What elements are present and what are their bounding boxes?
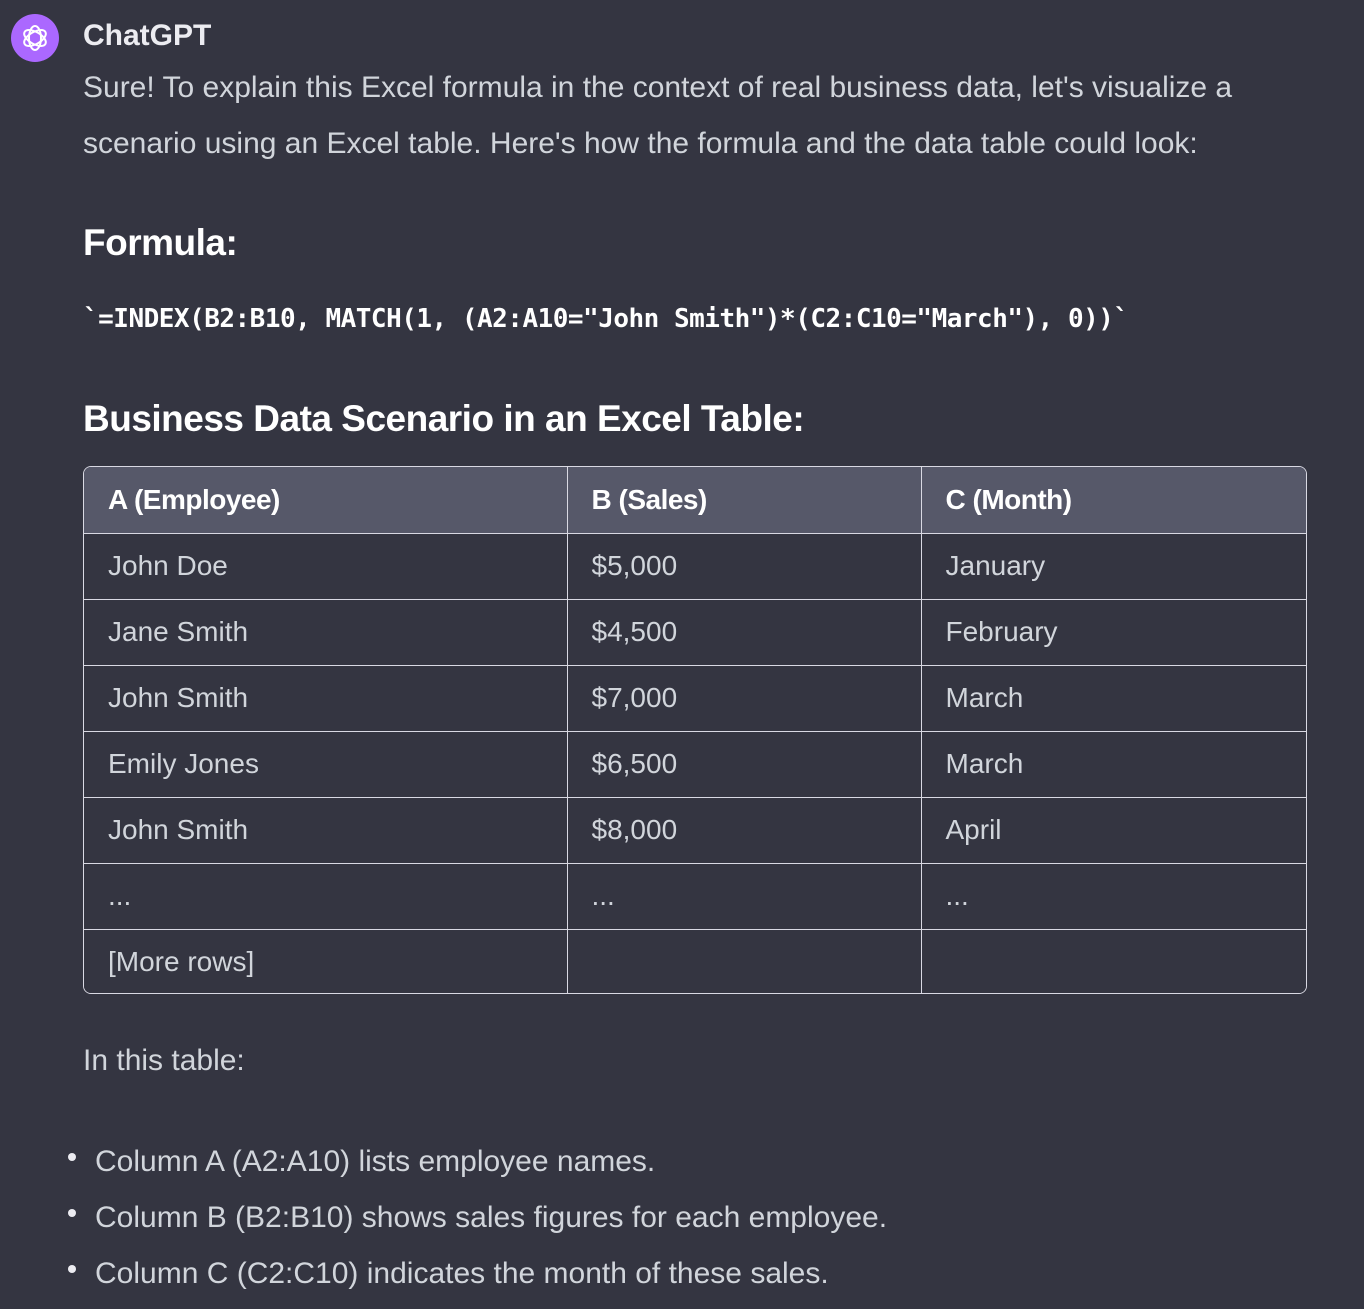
table-cell [567,929,921,994]
table-header-cell: B (Sales) [567,467,921,533]
openai-logo-icon [20,23,50,53]
table-cell: $6,500 [567,731,921,797]
table-row [84,731,1306,797]
formula-code: `=INDEX(B2:B10, MATCH(1, (A2:A10="John Smith")*(C2:C10="March"), 0))` [83,304,1129,334]
list-item [95,1246,887,1302]
table-cell: ... [921,863,1306,929]
table-row [84,665,1306,731]
table-cell: [More rows] [84,929,567,994]
after-table-paragraph: In this table: [83,1044,245,1077]
table-cell: $4,500 [567,599,921,665]
bullet-icon [68,1265,76,1273]
table-cell: ... [84,863,567,929]
table-cell: March [921,665,1306,731]
table-cell [921,929,1306,994]
table-cell: March [921,731,1306,797]
intro-paragraph: Sure! To explain this Excel formula in the context of real business data, let's visualize a scenario using an Excel table. Here's how the formula and the data table could look: [83,71,1233,160]
table-header-cell: A (Employee) [84,467,567,533]
scenario-heading: Business Data Scenario in an Excel Table: [83,398,805,439]
bullet-icon [68,1209,76,1217]
table-cell: Jane Smith [84,599,567,665]
table-cell: $7,000 [567,665,921,731]
table-row [84,533,1306,599]
table-row [84,929,1306,994]
formula-heading: Formula: [83,222,238,263]
table-cell: John Smith [84,797,567,863]
table-row [84,599,1306,665]
table-header-cell: C (Month) [921,467,1306,533]
table-cell: Emily Jones [84,731,567,797]
table-header-row [84,467,1306,533]
table-cell: John Smith [84,665,567,731]
table-cell: April [921,797,1306,863]
table-cell: February [921,599,1306,665]
list-item-text: Column B (B2:B10) shows sales figures for each employee. [95,1201,888,1234]
table-cell: John Doe [84,533,567,599]
bullet-list [95,1134,887,1302]
list-item-text: Column C (C2:C10) indicates the month of these sales. [95,1257,829,1290]
list-item-text: Column A (A2:A10) lists employee names. [95,1145,656,1178]
table-row [84,797,1306,863]
bullet-icon [68,1153,76,1161]
table-cell: ... [567,863,921,929]
table-cell: $8,000 [567,797,921,863]
data-table [83,466,1307,994]
author-name: ChatGPT [83,19,212,52]
avatar [11,14,59,62]
table-cell: January [921,533,1306,599]
table-cell: $5,000 [567,533,921,599]
table-row [84,863,1306,929]
list-item [95,1190,887,1246]
list-item [95,1134,887,1190]
